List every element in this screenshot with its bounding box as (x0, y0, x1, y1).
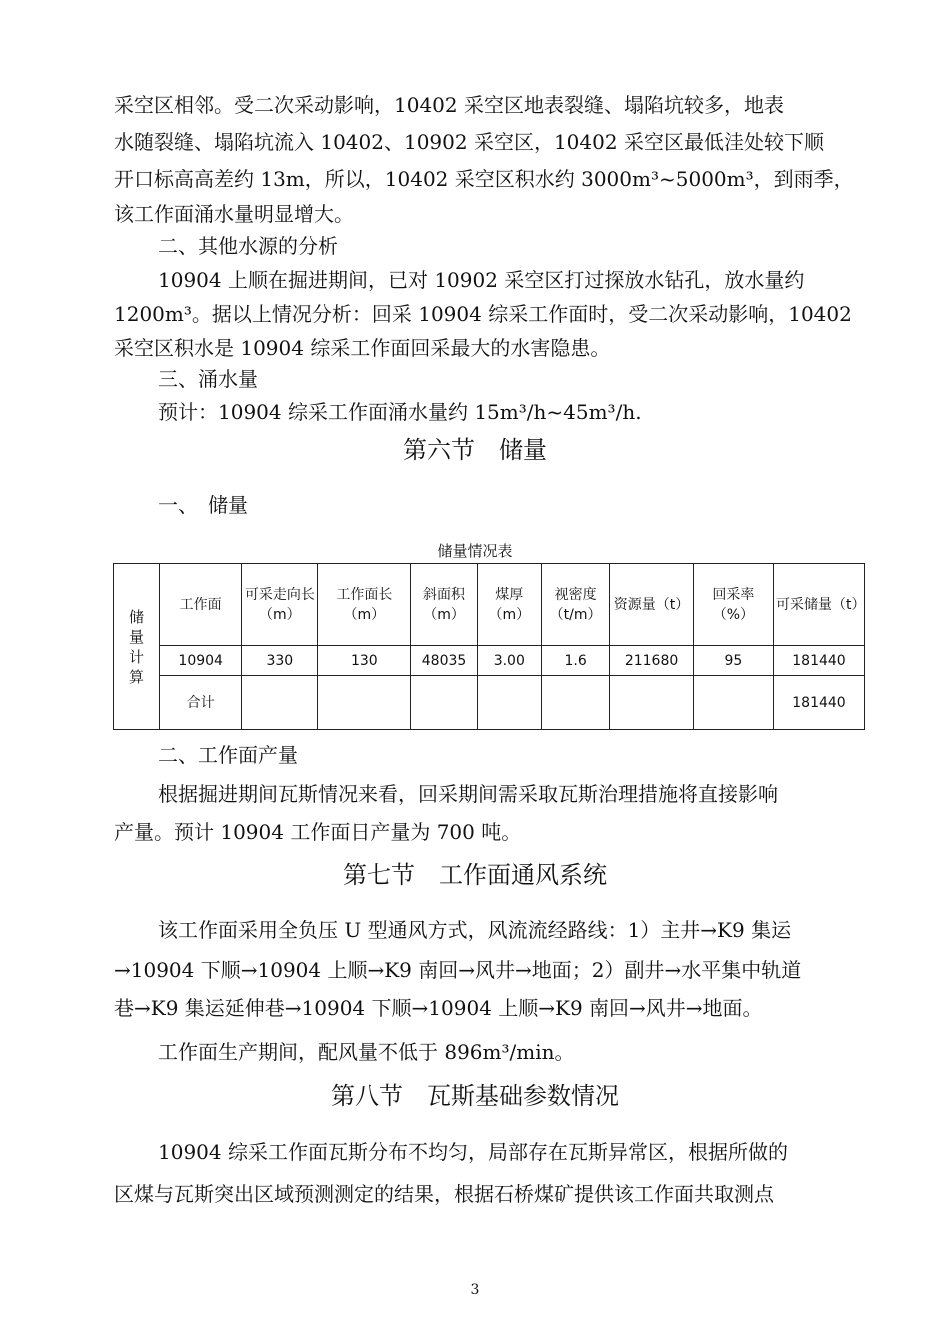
cell-empty (318, 676, 411, 730)
table-header-row (114, 564, 865, 646)
chapter-heading-reserves: 第六节 储量 (403, 436, 547, 464)
cell-mineable-reserve: 181440 (774, 646, 865, 676)
side-label-char: 计 (128, 647, 144, 666)
header-cell: 煤厚（m） (477, 564, 541, 646)
cell-workface: 10904 (160, 646, 242, 676)
table-total-row (114, 676, 865, 730)
paragraph-line: 根据掘进期间瓦斯情况来看，回采期间需采取瓦斯治理措施将直接影响 (158, 782, 778, 806)
paragraph-line: 工作面生产期间，配风量不低于 896m³/min。 (158, 1040, 575, 1064)
paragraph-line: 10904 上顺在掘进期间，已对 10902 采空区打过探放水钻孔，放水量约 (158, 268, 805, 292)
paragraph-line: 采空区积水是 10904 综采工作面回采最大的水害隐患。 (114, 336, 611, 360)
paragraph-line: →10904 下顺→10904 上顺→K9 南回→风井→地面；2）副井→水平集中轨道 (114, 958, 802, 982)
side-label-cell (114, 564, 160, 730)
header-cell: 可采储量（t） (774, 564, 865, 646)
cell-resource: 211680 (610, 646, 693, 676)
cell-total-value: 181440 (774, 676, 865, 730)
paragraph-line: 开口标高高差约 13m，所以，10402 采空区积水约 3000m³~5000m³，到雨季， (114, 167, 854, 191)
cell-total-label: 合计 (160, 676, 242, 730)
cell-strike-length: 330 (242, 646, 318, 676)
paragraph-line: 该工作面采用全负压 U 型通风方式，风流流经路线：1）主井→K9 集运 (158, 918, 792, 942)
header-cell: 斜面积（m） (411, 564, 477, 646)
side-label-char: 算 (128, 667, 144, 686)
cell-density: 1.6 (541, 646, 609, 676)
paragraph-line: 水随裂缝、塌陷坑流入 10402、10902 采空区，10402 采空区最低洼处较下顺 (114, 130, 824, 154)
page-number: 3 (470, 1282, 480, 1298)
header-cell: 视密度（t/m） (541, 564, 609, 646)
header-cell: 工作面长（m） (318, 564, 411, 646)
header-cell: 工作面 (160, 564, 242, 646)
header-cell: 回采率（%） (693, 564, 773, 646)
section-title-other-water: 二、其他水源的分析 (158, 234, 338, 258)
table-row (114, 646, 865, 676)
reserve-table (113, 563, 865, 730)
cell-slope-area: 48035 (411, 646, 477, 676)
cell-empty (477, 676, 541, 730)
cell-face-length: 130 (318, 646, 411, 676)
cell-empty (541, 676, 609, 730)
cell-empty (610, 676, 693, 730)
paragraph-line: 巷→K9 集运延伸巷→10904 下顺→10904 上顺→K9 南回→风井→地面。 (114, 996, 763, 1020)
header-cell: 可采走向长（m） (242, 564, 318, 646)
header-cell: 资源量（t） (610, 564, 693, 646)
cell-empty (693, 676, 773, 730)
paragraph-line: 该工作面涌水量明显增大。 (114, 202, 354, 226)
paragraph-line: 区煤与瓦斯突出区域预测测定的结果，根据石桥煤矿提供该工作面共取测点 (114, 1182, 774, 1206)
chapter-heading-ventilation: 第七节 工作面通风系统 (343, 861, 607, 889)
paragraph-line: 1200m³。据以上情况分析：回采 10904 综采工作面时，受二次采动影响，10402 (114, 302, 852, 326)
chapter-heading-gas: 第八节 瓦斯基础参数情况 (331, 1082, 619, 1110)
section-title-water-inflow: 三、涌水量 (158, 367, 258, 391)
cell-recovery-rate: 95 (693, 646, 773, 676)
subheading-reserves: 一、 储量 (158, 493, 248, 517)
paragraph-line: 预计：10904 综采工作面涌水量约 15m³/h~45m³/h. (158, 400, 642, 424)
side-label-char: 量 (128, 627, 144, 646)
table-caption: 储量情况表 (437, 542, 513, 560)
paragraph-line: 采空区相邻。受二次采动影响，10402 采空区地表裂缝、塌陷坑较多，地表 (114, 93, 784, 117)
paragraph-line: 产量。预计 10904 工作面日产量为 700 吨。 (114, 820, 522, 844)
cell-empty (411, 676, 477, 730)
side-label-char: 储 (128, 607, 144, 626)
cell-empty (242, 676, 318, 730)
subheading-production: 二、工作面产量 (158, 743, 298, 767)
cell-coal-thickness: 3.00 (477, 646, 541, 676)
paragraph-line: 10904 综采工作面瓦斯分布不均匀，局部存在瓦斯异常区，根据所做的 (158, 1140, 788, 1164)
